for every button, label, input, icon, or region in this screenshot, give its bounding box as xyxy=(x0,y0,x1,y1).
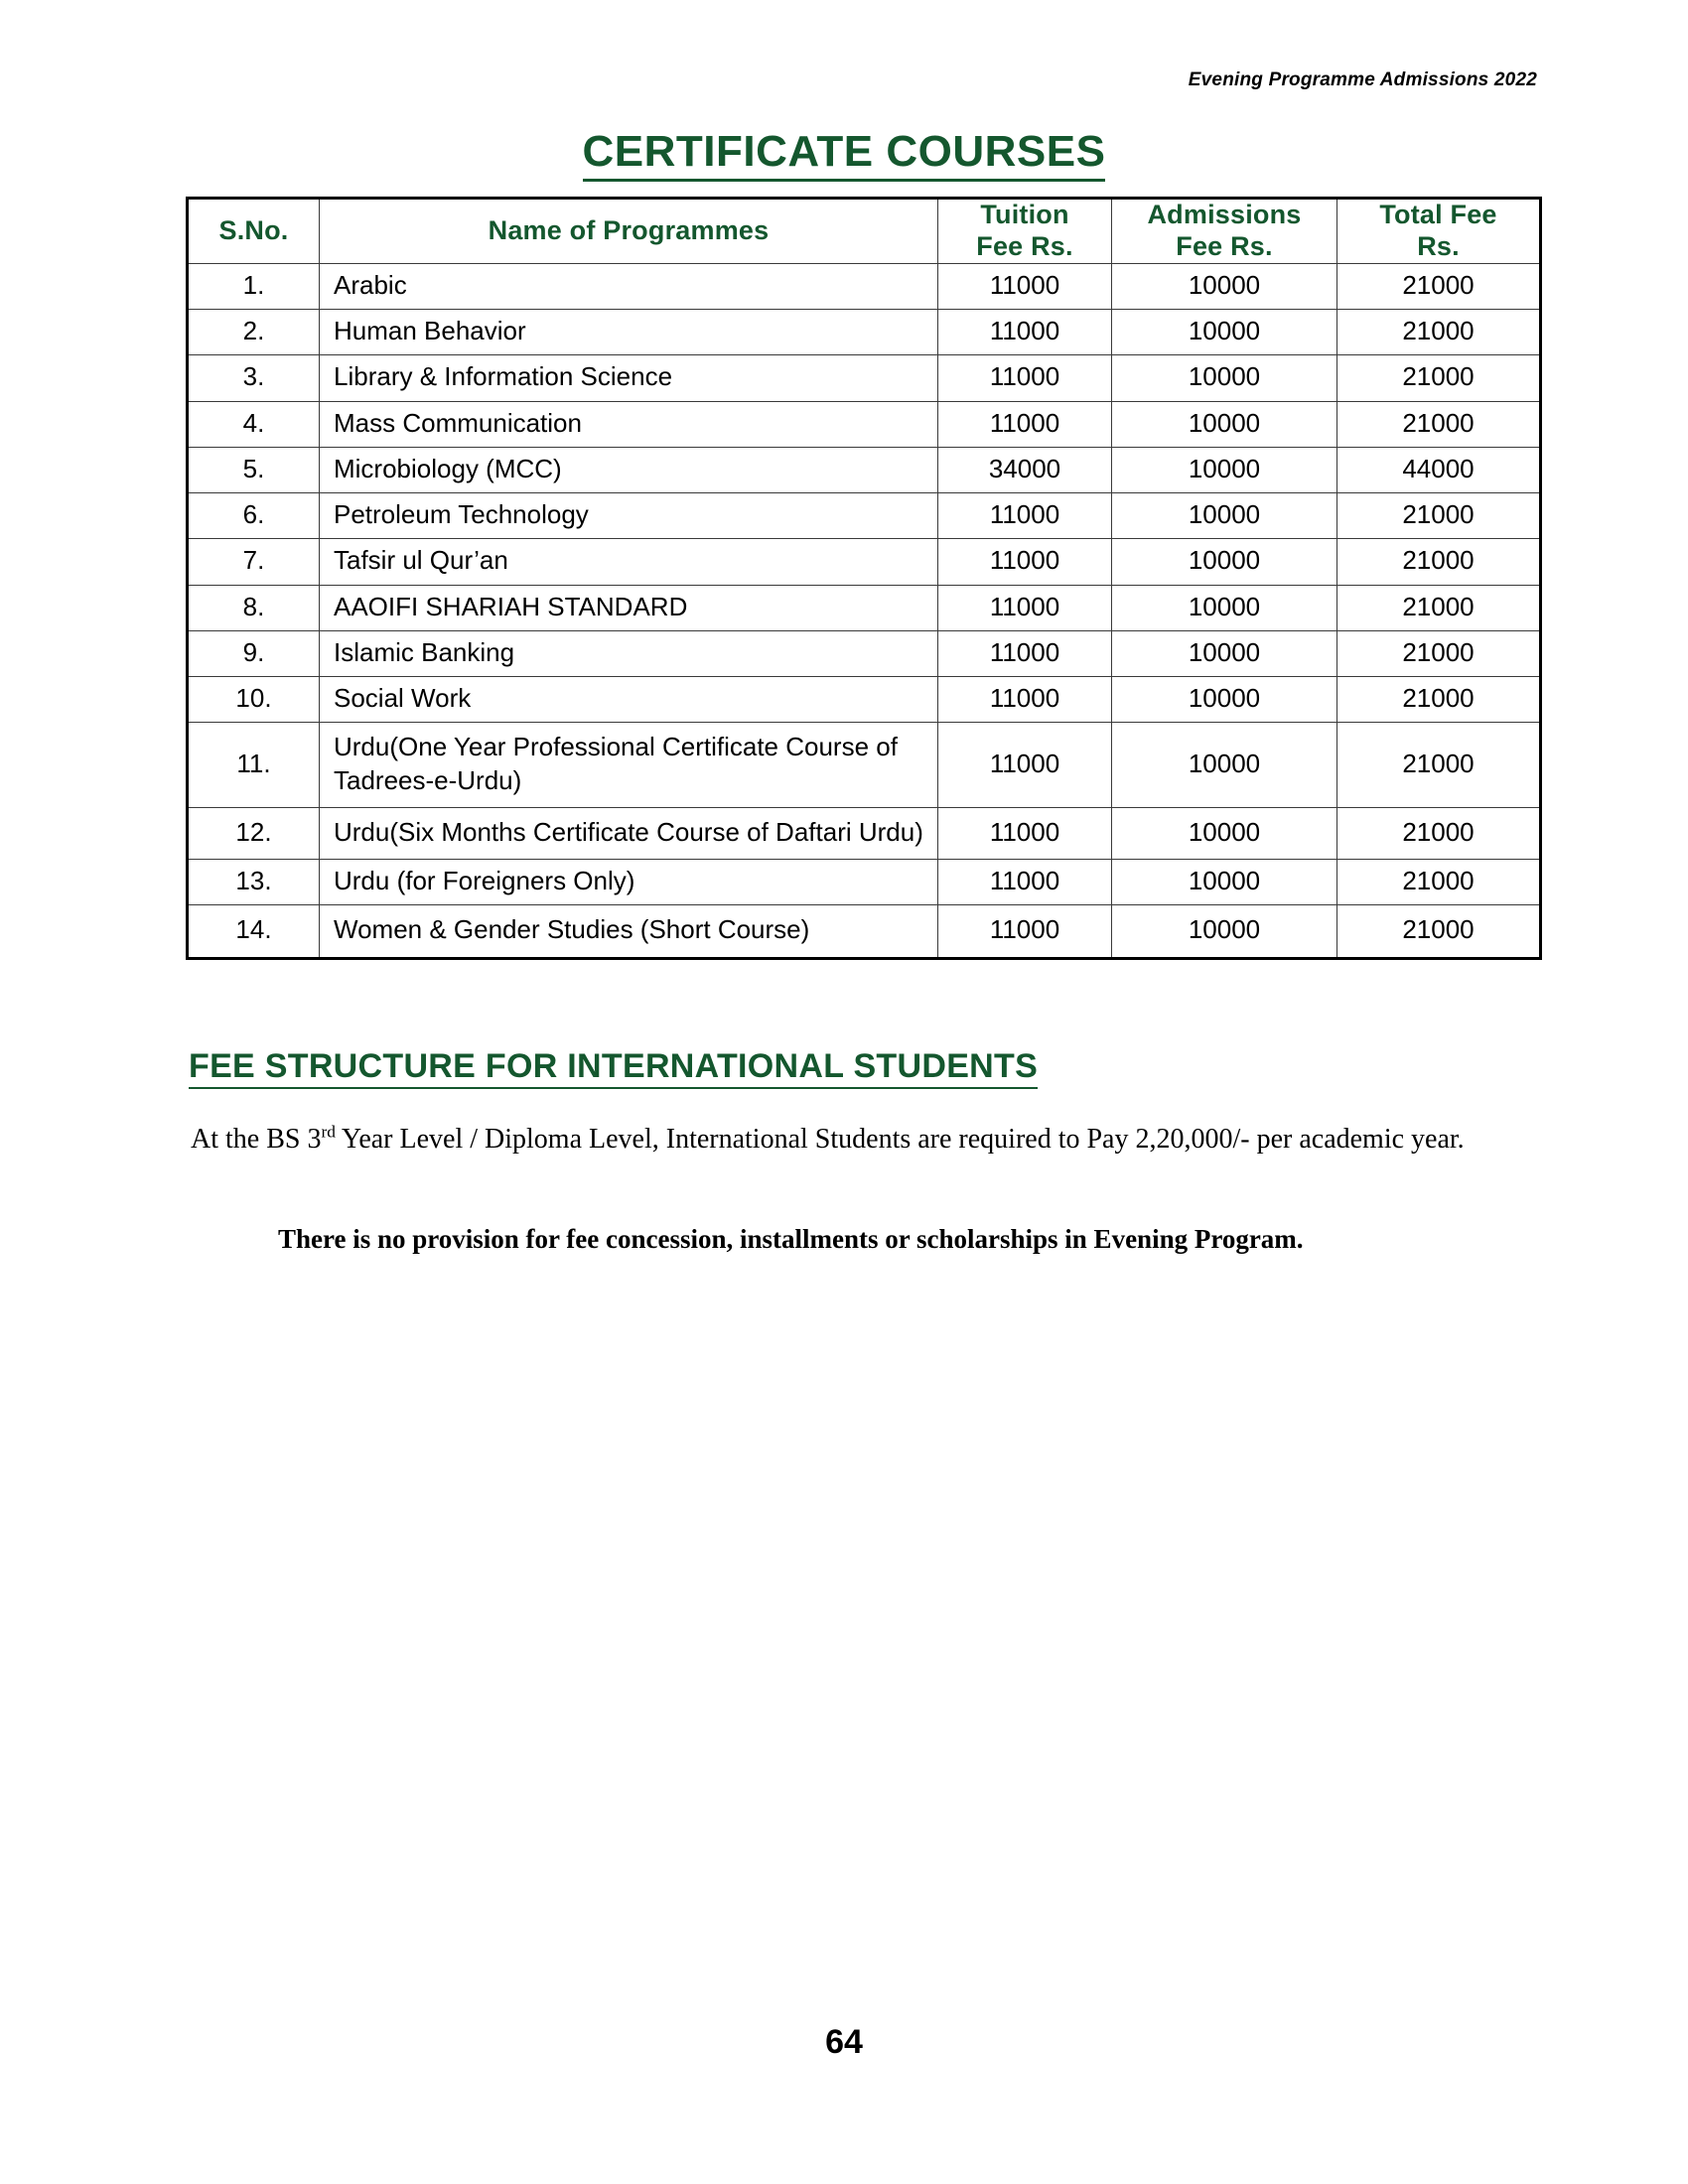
cell-admissions-fee: 10000 xyxy=(1112,807,1337,859)
cell-tuition-fee: 11000 xyxy=(938,309,1112,354)
cell-admissions-fee: 10000 xyxy=(1112,585,1337,630)
certificate-courses-table-container xyxy=(186,197,1539,960)
column-header-total-line1: Total Fee xyxy=(1379,200,1497,229)
table-row xyxy=(188,539,1541,585)
international-fee-paragraph xyxy=(191,1119,1539,1161)
cell-total-fee: 44000 xyxy=(1337,447,1541,492)
cell-tuition-fee: 11000 xyxy=(938,677,1112,723)
table-row xyxy=(188,309,1541,354)
cell-tuition-fee: 11000 xyxy=(938,630,1112,676)
cell-tuition-fee: 11000 xyxy=(938,493,1112,539)
cell-total-fee: 21000 xyxy=(1337,585,1541,630)
cell-total-fee: 21000 xyxy=(1337,807,1541,859)
table-row xyxy=(188,447,1541,492)
cell-total-fee: 21000 xyxy=(1337,355,1541,401)
cell-admissions-fee: 10000 xyxy=(1112,677,1337,723)
column-header-name: Name of Programmes xyxy=(320,199,938,264)
cell-tuition-fee: 11000 xyxy=(938,723,1112,808)
cell-programme-name: Urdu (for Foreigners Only) xyxy=(320,860,938,905)
column-header-admissions-line1: Admissions xyxy=(1147,200,1302,229)
cell-serial-number: 2. xyxy=(188,309,320,354)
cell-tuition-fee: 11000 xyxy=(938,263,1112,309)
cell-serial-number: 6. xyxy=(188,493,320,539)
column-header-tuition-line2: Fee Rs. xyxy=(976,230,1073,261)
cell-total-fee: 21000 xyxy=(1337,905,1541,958)
table-row xyxy=(188,723,1541,808)
cell-admissions-fee: 10000 xyxy=(1112,401,1337,447)
cell-tuition-fee: 11000 xyxy=(938,905,1112,958)
cell-programme-name: Urdu(One Year Professional Certificate Course of Tadrees-e-Urdu) xyxy=(320,723,938,808)
table-row xyxy=(188,630,1541,676)
cell-tuition-fee: 11000 xyxy=(938,860,1112,905)
cell-tuition-fee: 11000 xyxy=(938,355,1112,401)
column-header-tuition-line1: Tuition xyxy=(980,200,1069,229)
cell-admissions-fee: 10000 xyxy=(1112,539,1337,585)
cell-programme-name: Arabic xyxy=(320,263,938,309)
cell-serial-number: 5. xyxy=(188,447,320,492)
cell-programme-name: Mass Communication xyxy=(320,401,938,447)
cell-serial-number: 4. xyxy=(188,401,320,447)
cell-serial-number: 14. xyxy=(188,905,320,958)
cell-admissions-fee: 10000 xyxy=(1112,493,1337,539)
no-concession-note: There is no provision for fee concession, installments or scholarships in Evening Program. xyxy=(278,1224,1304,1254)
international-fee-heading xyxy=(189,1047,1038,1086)
cell-total-fee: 21000 xyxy=(1337,539,1541,585)
cell-total-fee: 21000 xyxy=(1337,630,1541,676)
cell-serial-number: 9. xyxy=(188,630,320,676)
cell-admissions-fee: 10000 xyxy=(1112,447,1337,492)
ordinal-suffix: rd xyxy=(321,1122,336,1142)
cell-programme-name: AAOIFI SHARIAH STANDARD xyxy=(320,585,938,630)
cell-total-fee: 21000 xyxy=(1337,263,1541,309)
cell-programme-name: Petroleum Technology xyxy=(320,493,938,539)
cell-total-fee: 21000 xyxy=(1337,309,1541,354)
cell-tuition-fee: 11000 xyxy=(938,807,1112,859)
table-row xyxy=(188,905,1541,958)
column-header-total-line2: Rs. xyxy=(1417,230,1460,261)
cell-tuition-fee: 11000 xyxy=(938,585,1112,630)
table-row xyxy=(188,355,1541,401)
column-header-sno: S.No. xyxy=(188,199,320,264)
table-body xyxy=(188,263,1541,958)
cell-admissions-fee: 10000 xyxy=(1112,905,1337,958)
cell-total-fee: 21000 xyxy=(1337,860,1541,905)
column-header-admissions-fee xyxy=(1112,199,1337,264)
cell-programme-name: Human Behavior xyxy=(320,309,938,354)
table-row xyxy=(188,263,1541,309)
cell-serial-number: 8. xyxy=(188,585,320,630)
cell-programme-name: Urdu(Six Months Certificate Course of Daftari Urdu) xyxy=(320,807,938,859)
table-row xyxy=(188,860,1541,905)
cell-tuition-fee: 11000 xyxy=(938,539,1112,585)
cell-total-fee: 21000 xyxy=(1337,677,1541,723)
cell-total-fee: 21000 xyxy=(1337,493,1541,539)
cell-programme-name: Library & Information Science xyxy=(320,355,938,401)
table-row xyxy=(188,585,1541,630)
table-head xyxy=(188,199,1541,264)
table-row xyxy=(188,677,1541,723)
cell-admissions-fee: 10000 xyxy=(1112,355,1337,401)
cell-admissions-fee: 10000 xyxy=(1112,630,1337,676)
cell-programme-name: Islamic Banking xyxy=(320,630,938,676)
cell-admissions-fee: 10000 xyxy=(1112,860,1337,905)
column-header-total-fee xyxy=(1337,199,1541,264)
cell-tuition-fee: 11000 xyxy=(938,401,1112,447)
cell-admissions-fee: 10000 xyxy=(1112,723,1337,808)
paragraph-text-part2: Year Level / Diploma Level, International Students are required to Pay 2,20,000/- per academic year. xyxy=(335,1124,1465,1155)
table-header-row xyxy=(188,199,1541,264)
cell-total-fee: 21000 xyxy=(1337,723,1541,808)
running-header: Evening Programme Admissions 2022 xyxy=(1188,69,1537,90)
table-row xyxy=(188,401,1541,447)
paragraph-text-part1: At the BS 3 xyxy=(191,1124,322,1155)
cell-serial-number: 12. xyxy=(188,807,320,859)
cell-tuition-fee: 34000 xyxy=(938,447,1112,492)
column-header-admissions-line2: Fee Rs. xyxy=(1176,230,1273,261)
cell-serial-number: 3. xyxy=(188,355,320,401)
page-number: 64 xyxy=(825,2023,863,2061)
cell-programme-name: Tafsir ul Qur’an xyxy=(320,539,938,585)
cell-programme-name: Microbiology (MCC) xyxy=(320,447,938,492)
cell-serial-number: 1. xyxy=(188,263,320,309)
cell-admissions-fee: 10000 xyxy=(1112,309,1337,354)
page-title xyxy=(0,127,1688,177)
cell-programme-name: Social Work xyxy=(320,677,938,723)
international-fee-heading-text: FEE STRUCTURE FOR INTERNATIONAL STUDENTS xyxy=(189,1047,1038,1089)
cell-programme-name: Women & Gender Studies (Short Course) xyxy=(320,905,938,958)
column-header-tuition-fee xyxy=(938,199,1112,264)
cell-total-fee: 21000 xyxy=(1337,401,1541,447)
cell-admissions-fee: 10000 xyxy=(1112,263,1337,309)
page-title-text: CERTIFICATE COURSES xyxy=(583,127,1106,182)
certificate-courses-table xyxy=(186,197,1542,960)
table-row xyxy=(188,807,1541,859)
cell-serial-number: 13. xyxy=(188,860,320,905)
table-row xyxy=(188,493,1541,539)
cell-serial-number: 10. xyxy=(188,677,320,723)
cell-serial-number: 7. xyxy=(188,539,320,585)
cell-serial-number: 11. xyxy=(188,723,320,808)
